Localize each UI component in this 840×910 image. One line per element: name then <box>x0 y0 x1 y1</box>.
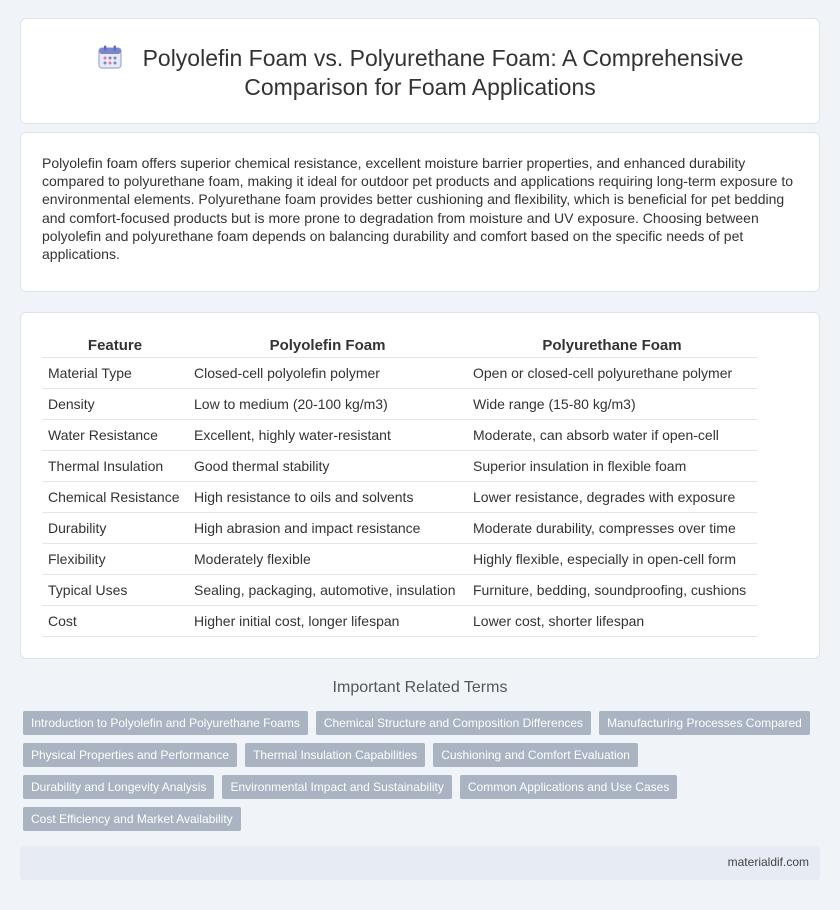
table-row <box>42 419 757 450</box>
table-row <box>42 450 757 481</box>
table-cell: Wide range (15-80 kg/m3) <box>467 388 757 419</box>
table-cell: Flexibility <box>42 543 188 574</box>
table-cell: Closed-cell polyolefin polymer <box>188 357 467 388</box>
table-cell: Material Type <box>42 357 188 388</box>
table-cell: High resistance to oils and solvents <box>188 481 467 512</box>
table-row <box>42 605 757 636</box>
table-cell: High abrasion and impact resistance <box>188 512 467 543</box>
table-cell: Excellent, highly water-resistant <box>188 419 467 450</box>
related-terms-list <box>23 711 823 831</box>
table-cell: Good thermal stability <box>188 450 467 481</box>
related-term-tag[interactable]: Common Applications and Use Cases <box>460 775 677 799</box>
table-cell: Thermal Insulation <box>42 450 188 481</box>
table-cell: Furniture, bedding, soundproofing, cushions <box>467 574 757 605</box>
header-polyurethane: Polyurethane Foam <box>467 335 757 357</box>
table-cell: Higher initial cost, longer lifespan <box>188 605 467 636</box>
table-row <box>42 357 757 388</box>
table-cell: Water Resistance <box>42 419 188 450</box>
related-term-tag[interactable]: Thermal Insulation Capabilities <box>245 743 425 767</box>
table-cell: Moderately flexible <box>188 543 467 574</box>
table-cell: Cost <box>42 605 188 636</box>
title-row <box>21 44 819 102</box>
table-cell: Moderate durability, compresses over time <box>467 512 757 543</box>
table-cell: Chemical Resistance <box>42 481 188 512</box>
table-cell: Superior insulation in flexible foam <box>467 450 757 481</box>
related-term-tag[interactable]: Manufacturing Processes Compared <box>599 711 810 735</box>
table-cell: Durability <box>42 512 188 543</box>
related-term-tag[interactable]: Introduction to Polyolefin and Polyurethane Foams <box>23 711 308 735</box>
table-row <box>42 388 757 419</box>
table-row <box>42 543 757 574</box>
header-card <box>20 18 820 124</box>
comparison-table-card <box>20 312 820 659</box>
header-polyolefin: Polyolefin Foam <box>188 335 467 357</box>
table-row <box>42 512 757 543</box>
table-cell: Low to medium (20-100 kg/m3) <box>188 388 467 419</box>
related-term-tag[interactable]: Cushioning and Comfort Evaluation <box>433 743 638 767</box>
table-row <box>42 574 757 605</box>
footer-site-name[interactable]: materialdif.com <box>727 855 809 869</box>
table-cell: Density <box>42 388 188 419</box>
comparison-table <box>42 335 757 637</box>
table-row <box>42 481 757 512</box>
page-title: Polyolefin Foam vs. Polyurethane Foam: A Comprehensive Comparison for Foam Applications <box>142 45 744 100</box>
table-cell: Lower resistance, degrades with exposure <box>467 481 757 512</box>
related-term-tag[interactable]: Physical Properties and Performance <box>23 743 237 767</box>
table-header-row <box>42 335 757 357</box>
header-feature: Feature <box>42 335 188 357</box>
table-cell: Typical Uses <box>42 574 188 605</box>
table-cell: Open or closed-cell polyurethane polymer <box>467 357 757 388</box>
table-cell: Sealing, packaging, automotive, insulation <box>188 574 467 605</box>
table-cell: Moderate, can absorb water if open-cell <box>467 419 757 450</box>
footer-bar <box>20 846 820 880</box>
table-cell: Lower cost, shorter lifespan <box>467 605 757 636</box>
related-terms-heading: Important Related Terms <box>332 679 508 696</box>
related-term-tag[interactable]: Chemical Structure and Composition Differences <box>316 711 591 735</box>
summary-card <box>20 132 820 292</box>
related-term-tag[interactable]: Environmental Impact and Sustainability <box>222 775 451 799</box>
table-cell: Highly flexible, especially in open-cell form <box>467 543 757 574</box>
related-term-tag[interactable]: Durability and Longevity Analysis <box>23 775 214 799</box>
calendar-icon <box>97 44 123 70</box>
summary-paragraph: Polyolefin foam offers superior chemical resistance, excellent moisture barrier properties, and enhanced durability compared to polyurethane foam, making it ideal for outdoor pet products and applications requiring long-term exposure to environmental elements. Polyurethane foam provides better cushioning and flexibility, which is beneficial for pet bedding and comfort-focused products but is more prone to degradation from moisture and UV exposure. Choosing between polyolefin and polyurethane foam depends on balancing durability and comfort based on the specific needs of pet applications. <box>42 155 793 263</box>
related-term-tag[interactable]: Cost Efficiency and Market Availability <box>23 807 241 831</box>
